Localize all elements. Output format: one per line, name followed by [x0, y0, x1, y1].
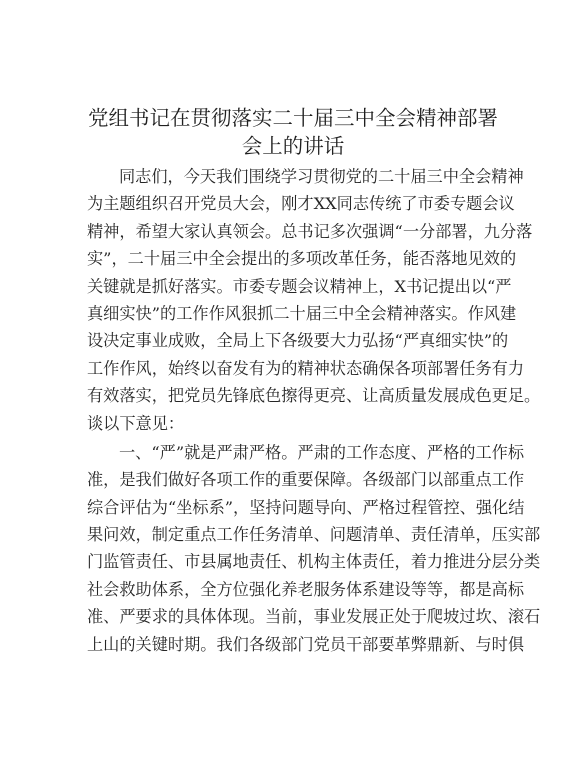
paragraph-line: 实”，二十届三中全会提出的多项改革任务，能否落地见效的 — [87, 249, 517, 269]
paragraph-line: 有效落实，把党员先锋底色擦得更亮、让高质量发展成色更足。 — [87, 386, 541, 406]
paragraph-line: 准，是我们做好各项工作的重要保障。各级部门以部重点工作 — [87, 470, 525, 490]
document-title-line: 党组书记在贯彻落实二十届三中全会精神部署 — [88, 106, 498, 130]
paragraph-line: 工作作风，始终以奋发有为的精神状态确保各项部署任务有力 — [87, 358, 525, 378]
paragraph-line: 门监管责任、市县属地责任、机构主体责任，着力推进分层分类 — [87, 552, 541, 572]
body-paragraph-section-one — [87, 439, 541, 658]
paragraph-line: 果问效，制定重点工作任务清单、问题清单、责任清单，压实部 — [87, 525, 541, 545]
document-title-line: 会上的讲话 — [241, 134, 345, 158]
document-body — [87, 163, 541, 658]
paragraph-line: 准、严要求的具体体现。当前，事业发展正处于爬坡过坎、滚石 — [87, 607, 541, 627]
paragraph-line: 社会救助体系，全方位强化养老服务体系建设等等，都是高标 — [87, 579, 525, 599]
paragraph-line: 设决定事业成败，全局上下各级要大力弘扬“严真细实快”的 — [87, 331, 509, 351]
paragraph-line: 精神，希望大家认真领会。总书记多次强调“一分部署，九分落 — [87, 221, 533, 241]
paragraph-line: 关键就是抓好落实。市委专题会议精神上，X书记提出以“严 — [87, 276, 512, 296]
paragraph-line: 同志们，今天我们围绕学习贯彻党的二十届三中全会精神 — [119, 167, 524, 186]
document-title — [72, 104, 514, 160]
paragraph-line: 上山的关键时期。我们各级部门党员干部要革弊鼎新、与时俱 — [87, 634, 525, 654]
paragraph-line: 综合评估为“坐标系”，坚持问题导向、严格过程管控、强化结 — [87, 497, 525, 517]
paragraph-line: 为主题组织召开党员大会，刚才XX同志传统了市委专题会议 — [87, 194, 515, 214]
body-paragraph-opening — [87, 163, 541, 437]
paragraph-line: 谈以下意见： — [87, 413, 185, 433]
paragraph-line: 真细实快”的工作作风狠抓二十届三中全会精神落实。作风建 — [87, 303, 517, 323]
paragraph-line: 一、“严”就是严肃严格。严肃的工作态度、严格的工作标 — [119, 442, 525, 462]
